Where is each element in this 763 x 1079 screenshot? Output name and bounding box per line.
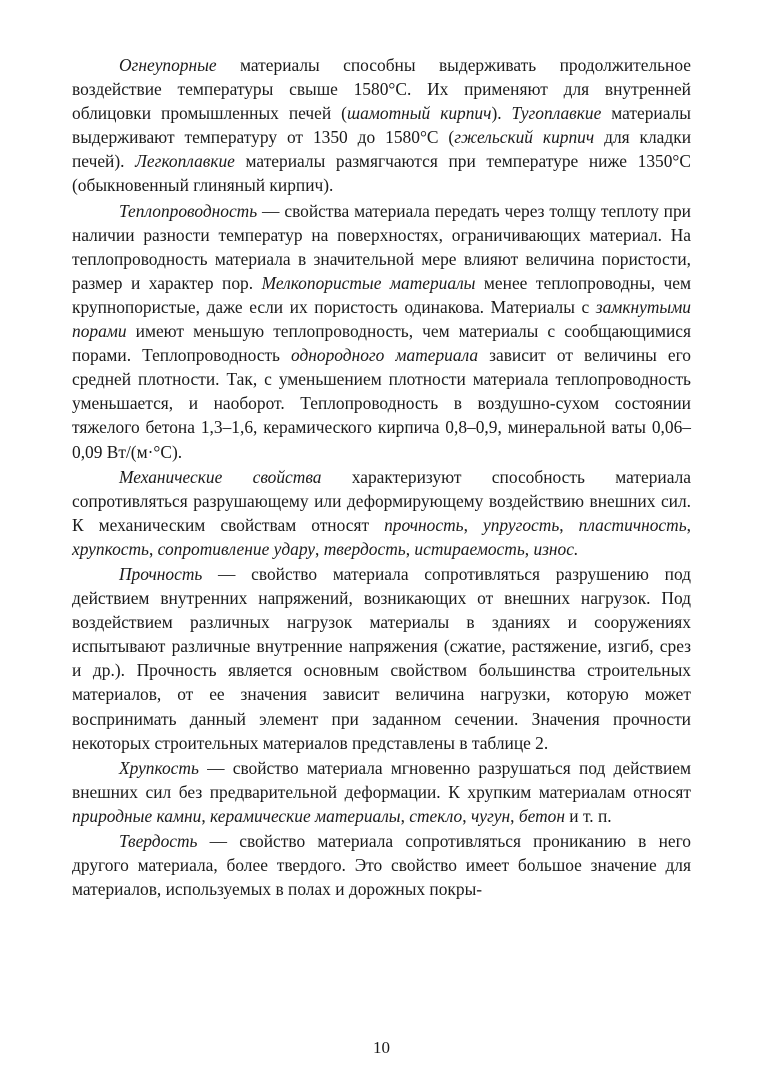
text-run: , bbox=[510, 805, 519, 826]
paragraph-strength bbox=[72, 562, 691, 755]
italic-term: хрупкость bbox=[72, 538, 149, 559]
italic-term: пластичность bbox=[578, 514, 687, 535]
text-run: — свойства материала передать через толщу теплоту при наличии разности температур на поверхностях, ограничивающих материал. На теплопроводность материала в значительной мере влияют величина пористости, размер и характер пор. bbox=[72, 200, 691, 293]
text-run: — свойство материала сопротивляться разрушению под действием внутренних напряжений, возникающих от внешних нагрузок. Под воздействием различных нагрузок материалы в зданиях и сооружениях испытывают различные внутренние напряжения (сжатие, растяжение, изгиб, срез и др.). Прочность является основным свойством большинства строительных материалов, от ее значения зависит величина нагрузки, которую может воспринимать данный элемент при заданном сечении. Значения прочности некоторых строительных материалов представлены в таблице 2. bbox=[72, 563, 691, 753]
text-run: материалы выдерживают температуру от 1350 до 1580°С ( bbox=[72, 103, 691, 148]
italic-term: Прочность bbox=[119, 563, 203, 584]
italic-term: сопротивление удару bbox=[157, 538, 316, 559]
italic-term: Огнеупорные bbox=[119, 55, 217, 75]
text-run: , bbox=[315, 538, 324, 559]
italic-term: Теплопроводность bbox=[119, 200, 258, 221]
page-body bbox=[72, 53, 691, 901]
italic-term: упругость bbox=[482, 514, 560, 535]
italic-term: износ. bbox=[533, 538, 579, 559]
text-run: , bbox=[559, 514, 579, 535]
italic-term: природные камни bbox=[72, 805, 202, 826]
italic-term: Твердость bbox=[119, 831, 198, 851]
text-run: , bbox=[463, 514, 483, 535]
text-run: зависит от величины его средней плотности. Так, с уменьшением плотности материала теплопроводность уменьшается, и наоборот. Теплопроводность в воздушно-сухом состоянии тяжелого бетона 1,3–1,6, керамического кирпича 0,8–0,9, минеральной ваты 0,06–0,09 Вт/(м·°С). bbox=[72, 345, 691, 462]
text-run: — свойство материала сопротивляться прониканию в него другого материала, более твердого. Это свойство имеет большое значение для материалов, используемых в полах и дорожных покры- bbox=[72, 831, 691, 900]
text-run: менее теплопроводны, чем крупнопористые, даже если их пористость одинакова. Материалы с bbox=[72, 272, 691, 317]
italic-term: керамические материалы bbox=[210, 805, 401, 826]
italic-term: шамотный кирпич bbox=[346, 103, 492, 124]
text-run: характеризуют способность материала сопротивляться разрушающему или деформирующему воздействию внешних сил. К механическим свойствам относят bbox=[72, 466, 691, 535]
paragraph-hardness bbox=[72, 829, 691, 901]
italic-term: Легкоплавкие bbox=[135, 151, 235, 172]
italic-term: стекло bbox=[409, 805, 463, 826]
italic-term: прочность bbox=[384, 514, 464, 535]
italic-term: Мелкопористые материалы bbox=[261, 272, 476, 293]
italic-term: бетон bbox=[518, 805, 565, 826]
italic-term: однородного материала bbox=[291, 345, 479, 366]
text-run: имеют меньшую теплопроводность, чем материалы с сообщающимися порами. Теплопроводность bbox=[72, 321, 691, 366]
italic-term: твердость bbox=[323, 538, 406, 559]
paragraph-thermal-conductivity bbox=[72, 199, 691, 464]
text-run: и т. п. bbox=[564, 805, 612, 826]
text-run: материалы способны выдерживать продолжительное воздействие температуры свыше 1580°С. Их применяют для внутренней облицовки промышленных печей ( bbox=[72, 55, 691, 124]
page-number: 10 bbox=[373, 1038, 390, 1057]
paragraph-refractory bbox=[72, 53, 691, 198]
text-run: , bbox=[400, 805, 410, 826]
text-run: — свойство материала мгновенно разрушаться под действием внешних сил без предварительной деформации. К хрупким материалам относят bbox=[72, 757, 691, 802]
italic-term: Механические свойства bbox=[119, 466, 322, 487]
paragraph-brittleness bbox=[72, 756, 691, 828]
paragraph-mechanical-properties bbox=[72, 465, 691, 561]
italic-term: Тугоплавкие bbox=[511, 103, 602, 124]
text-run: , bbox=[201, 805, 211, 826]
text-run: , bbox=[686, 514, 691, 535]
text-run: для кладки печей). bbox=[72, 127, 692, 172]
text-run: , bbox=[148, 538, 158, 559]
italic-term: чугун bbox=[470, 805, 511, 826]
text-run: ). bbox=[491, 103, 512, 124]
text-run: , bbox=[405, 538, 415, 559]
text-run: материалы размягчаются при температуре ниже 1350°С (обыкновенный глиняный кирпич). bbox=[72, 151, 691, 196]
italic-term: гжельский кирпич bbox=[454, 127, 595, 148]
text-run: , bbox=[524, 538, 534, 559]
italic-term: замкнутыми порами bbox=[72, 296, 691, 342]
italic-term: истираемость bbox=[414, 538, 525, 559]
italic-term: Хрупкость bbox=[119, 757, 199, 778]
text-run: , bbox=[462, 805, 471, 826]
